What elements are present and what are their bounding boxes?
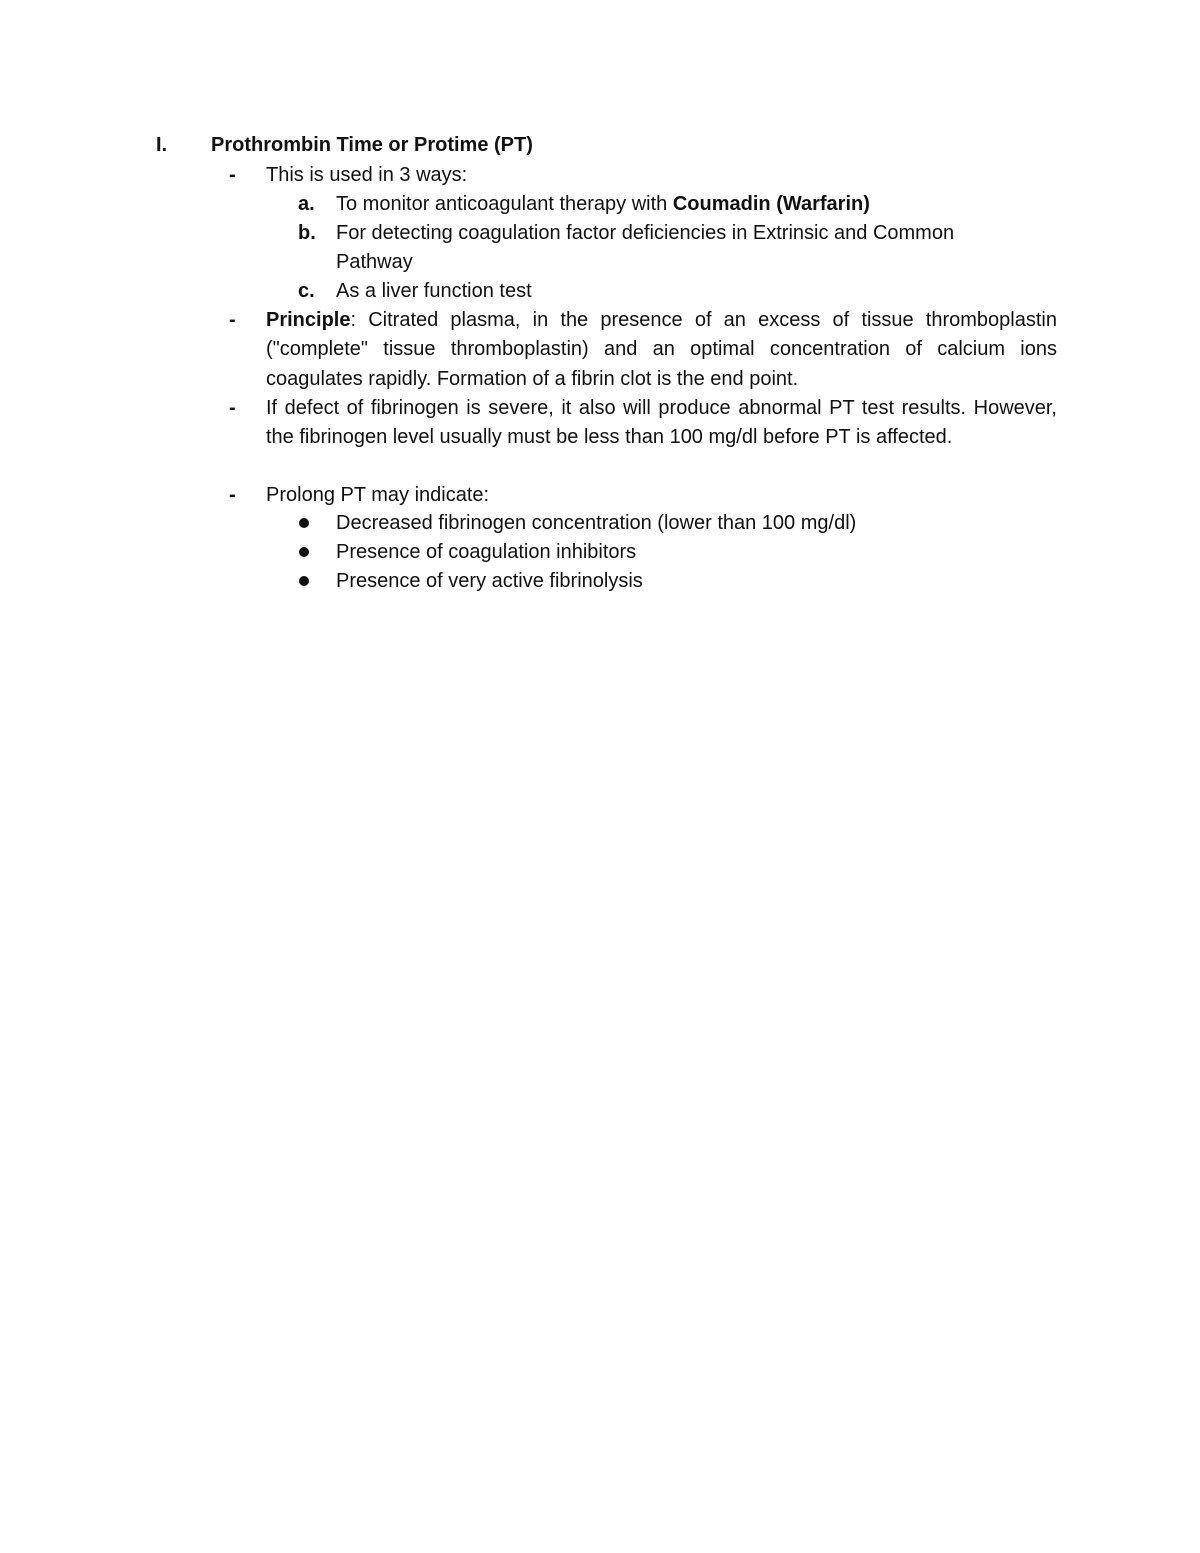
list-letter-c: c. [298, 280, 315, 302]
section-numeral: I. [156, 134, 168, 156]
bullet-item-3: Presence of very active fibrinolysis [336, 570, 643, 592]
dash-marker-prolong: - [229, 484, 236, 506]
fibrinogen-paragraph: If defect of fibrinogen is severe, it also will produce abnormal PT test results. However, the fibrinogen level usually must be less than 100 mg/dl before PT is affected. [266, 397, 1057, 449]
list-letter-a: a. [298, 193, 315, 215]
principle-paragraph [266, 306, 1057, 394]
list-letter-b: b. [298, 222, 316, 244]
list-item-a-drug: Coumadin (Warfarin) [672, 193, 870, 215]
list-item-a [336, 190, 870, 219]
principle-label: Principle [266, 309, 351, 331]
list-item-c: As a liver function test [336, 280, 532, 302]
list-item-b-line2: Pathway [336, 251, 413, 273]
dash-marker-fibrinogen: - [229, 397, 236, 419]
section-title: Prothrombin Time or Protime (PT) [211, 134, 533, 156]
bullet-dot [299, 576, 309, 586]
uses-intro: This is used in 3 ways: [266, 164, 468, 186]
dash-marker-principle: - [229, 309, 236, 331]
dash-marker-uses: - [229, 164, 236, 186]
bullet-dot [299, 547, 309, 557]
prolong-intro: Prolong PT may indicate: [266, 484, 490, 506]
principle-text: : Citrated plasma, in the presence of an excess of tissue thromboplastin ("complete" tissue thromboplastin) and an optimal concentration of calcium ions coagulates rapidly. Formation of a fibrin clot is the end point. [266, 309, 1057, 390]
bullet-item-1: Decreased fibrinogen concentration (lower than 100 mg/dl) [336, 512, 857, 534]
list-item-b-line1: For detecting coagulation factor deficiencies in Extrinsic and Common [336, 222, 955, 244]
bullet-item-2: Presence of coagulation inhibitors [336, 541, 637, 563]
list-item-a-text: To monitor anticoagulant therapy with [336, 193, 673, 215]
bullet-dot [299, 518, 309, 528]
